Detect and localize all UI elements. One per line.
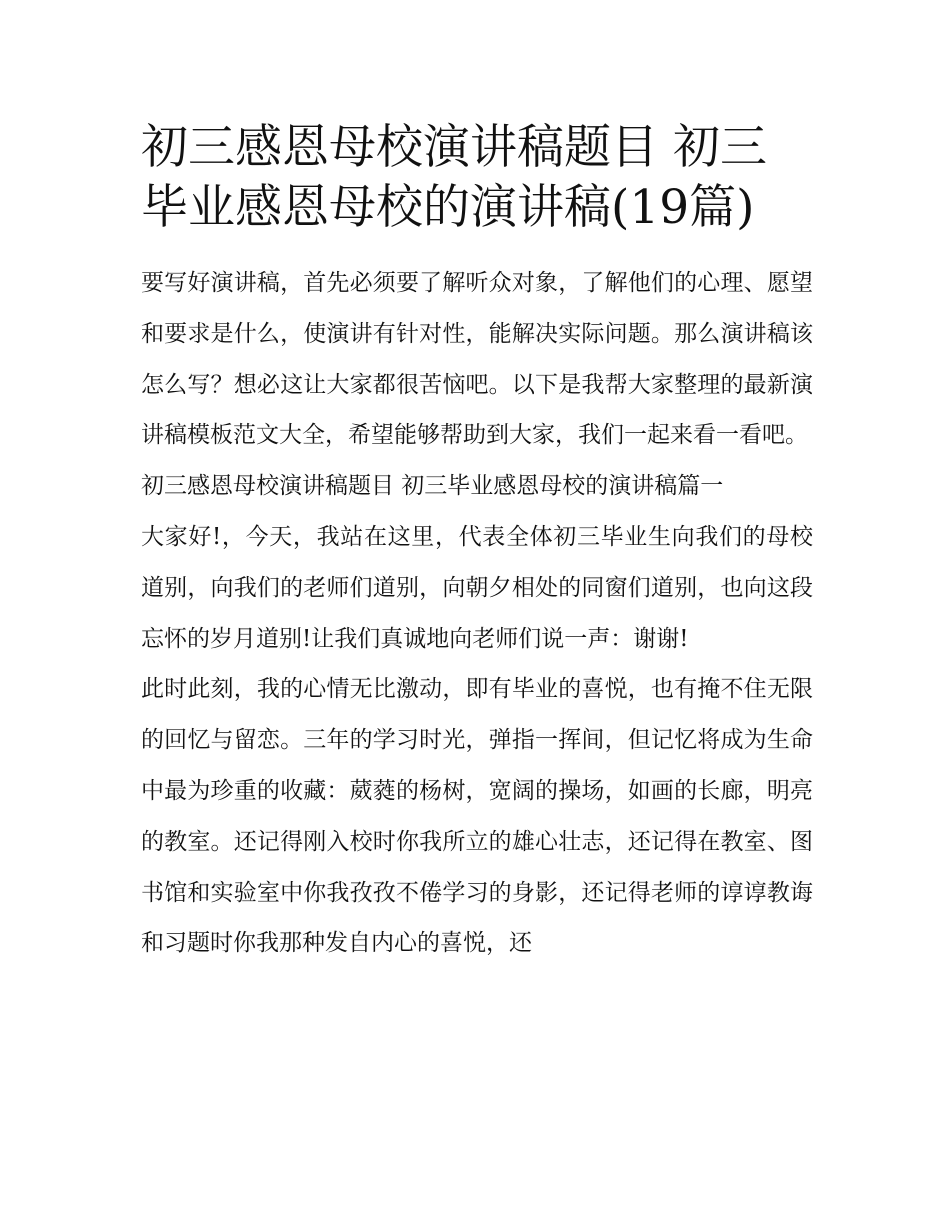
document-content	[141, 118, 813, 969]
document-body	[141, 258, 813, 969]
section-heading: 初三感恩母校演讲稿题目 初三毕业感恩母校的演讲稿篇一	[141, 473, 724, 500]
document-title: 初三感恩母校演讲稿题目 初三毕业感恩母校的演讲稿(19篇)	[141, 120, 767, 235]
greeting-paragraph: 大家好!，今天，我站在这里，代表全体初三毕业生向我们的母校道别，向我们的老师们道别，向朝夕相处的同窗们道别，也向这段忘怀的岁月道别!让我们真诚地向老师们说一声：谢谢!	[141, 523, 813, 652]
memory-paragraph: 此时此刻，我的心情无比激动，即有毕业的喜悦，也有掩不住无限的回忆与留恋。三年的学习时光，弹指一挥间，但记忆将成为生命中最为珍重的收藏：葳蕤的杨树，宽阔的操场，如画的长廊，明亮的教室。还记得刚入校时你我所立的雄心壮志，还记得在教室、图书馆和实验室中你我孜孜不倦学习的身影，还记得老师的谆谆教诲和习题时你我那种发自内心的喜悦，还	[141, 676, 813, 957]
intro-paragraph: 要写好演讲稿，首先必须要了解听众对象，了解他们的心理、愿望和要求是什么，使演讲有针对性，能解决实际问题。那么演讲稿该怎么写？想必这让大家都很苦恼吧。以下是我帮大家整理的最新演讲稿模板范文大全，希望能够帮助到大家，我们一起来看一看吧。	[141, 270, 813, 449]
